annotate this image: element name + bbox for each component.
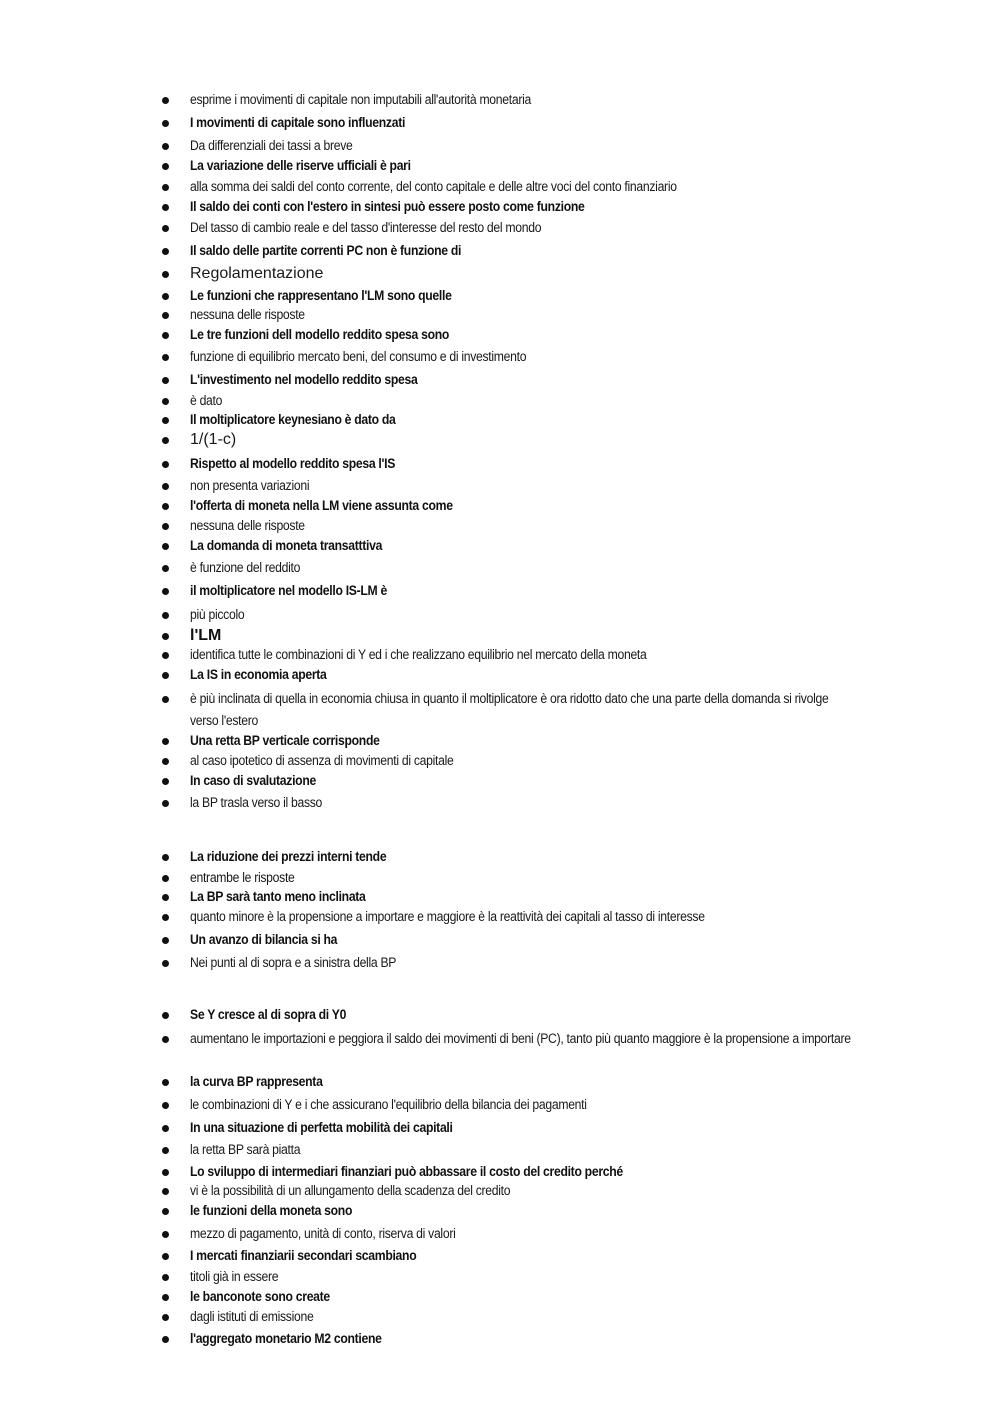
list-item xyxy=(0,626,1000,646)
question-text: I movimenti di capitale sono influenzati xyxy=(190,115,406,131)
question-text: Lo sviluppo di intermediari finanziari può abbassare il costo del credito perché xyxy=(190,1164,623,1180)
bullet-icon xyxy=(162,184,169,191)
question-text: I mercati finanziarii secondari scambiano xyxy=(190,1248,417,1264)
answer-text: non presenta variazioni xyxy=(190,478,310,494)
bullet-icon xyxy=(162,738,169,745)
list-item xyxy=(0,930,1000,950)
list-item xyxy=(0,1287,1000,1307)
list-item xyxy=(0,1224,1000,1244)
question-text: La BP sarà tanto meno inclinata xyxy=(190,889,366,905)
bullet-icon xyxy=(162,914,169,921)
bullet-icon xyxy=(162,633,169,640)
bullet-icon xyxy=(162,1231,169,1238)
bullet-icon xyxy=(162,612,169,619)
answer-text: vi è la possibilità di un allungamento della scadenza del credito xyxy=(190,1183,511,1199)
bullet-icon xyxy=(162,1169,169,1176)
list-item xyxy=(0,605,1000,625)
answer-text: la retta BP sarà piatta xyxy=(190,1142,301,1158)
bullet-icon xyxy=(162,332,169,339)
bullet-icon xyxy=(162,377,169,384)
question-text: Le tre funzioni dell modello reddito spesa sono xyxy=(190,327,450,343)
list-item xyxy=(0,1118,1000,1138)
answer-text: esprime i movimenti di capitale non imputabili all'autorità monetaria xyxy=(190,92,532,108)
bullet-icon xyxy=(162,854,169,861)
answer-text: mezzo di pagamento, unità di conto, riserva di valori xyxy=(190,1226,456,1242)
bullet-icon xyxy=(162,354,169,361)
list-item xyxy=(0,793,1000,813)
bullet-icon xyxy=(162,1294,169,1301)
bullet-icon xyxy=(162,1147,169,1154)
list-item xyxy=(0,370,1000,390)
list-item xyxy=(0,1267,1000,1287)
answer-text: aumentano le importazioni e peggiora il saldo dei movimenti di beni (PC), tanto più quanto maggiore è la propensione a importare xyxy=(190,1031,851,1047)
answer-text: Nei punti al di sopra e a sinistra della BP xyxy=(190,955,397,971)
bullet-icon xyxy=(162,1314,169,1321)
question-text: La variazione delle riserve ufficiali è pari xyxy=(190,158,411,174)
bullet-icon xyxy=(162,1125,169,1132)
answer-text: identifica tutte le combinazioni di Y ed i che realizzano equilibrio nel mercato della moneta xyxy=(190,647,647,663)
bullet-icon xyxy=(162,1336,169,1343)
answer-text: è funzione del reddito xyxy=(190,560,301,576)
question-text: il moltiplicatore nel modello IS-LM è xyxy=(190,583,387,599)
question-text: La domanda di moneta transatttiva xyxy=(190,538,383,554)
bullet-icon xyxy=(162,271,169,278)
list-item xyxy=(0,218,1000,238)
list-item xyxy=(0,1307,1000,1327)
question-text: la curva BP rappresenta xyxy=(190,1074,323,1090)
question-text: Il saldo delle partite correnti PC non è funzione di xyxy=(190,243,462,259)
bullet-icon xyxy=(162,1274,169,1281)
answer-text: più piccolo xyxy=(190,607,245,623)
list-item xyxy=(0,264,1000,284)
list-item xyxy=(0,907,1000,927)
question-text: l'aggregato monetario M2 contiene xyxy=(190,1331,382,1347)
bullet-icon xyxy=(162,503,169,510)
answer-text: le combinazioni di Y e i che assicurano l'equilibrio della bilancia dei pagamenti xyxy=(190,1097,587,1113)
answer-text: entrambe le risposte xyxy=(190,870,295,886)
question-text: Il moltiplicatore keynesiano è dato da xyxy=(190,412,396,428)
question-text: In una situazione di perfetta mobilità dei capitali xyxy=(190,1120,453,1136)
list-item xyxy=(0,177,1000,197)
bullet-icon xyxy=(162,293,169,300)
list-item xyxy=(0,430,1000,450)
bullet-icon xyxy=(162,875,169,882)
list-item xyxy=(0,581,1000,601)
bullet-icon xyxy=(162,652,169,659)
list-item xyxy=(0,868,1000,888)
list-item xyxy=(0,1201,1000,1221)
question-text: Le funzioni che rappresentano l'LM sono quelle xyxy=(190,288,452,304)
question-text: In caso di svalutazione xyxy=(190,773,316,789)
bullet-icon xyxy=(162,417,169,424)
bullet-icon xyxy=(162,97,169,104)
question-text: Una retta BP verticale corrisponde xyxy=(190,733,380,749)
list-item xyxy=(0,241,1000,261)
question-text: Un avanzo di bilancia si ha xyxy=(190,932,338,948)
list-item xyxy=(0,113,1000,133)
question-text: l'offerta di moneta nella LM viene assunta come xyxy=(190,498,453,514)
list-item xyxy=(0,847,1000,867)
list-item xyxy=(0,496,1000,516)
answer-text: 1/(1-c) xyxy=(190,431,237,448)
question-text: le funzioni della moneta sono xyxy=(190,1203,353,1219)
list-item xyxy=(0,1028,1000,1072)
answer-text: è dato xyxy=(190,393,223,409)
list-item xyxy=(0,286,1000,306)
answer-text: alla somma dei saldi del conto corrente, del conto capitale e delle altre voci del conto finanziario xyxy=(190,179,677,195)
list-item xyxy=(0,1162,1000,1182)
list-item xyxy=(0,558,1000,578)
bullet-icon xyxy=(162,565,169,572)
answer-text: al caso ipotetico di assenza di movimenti di capitale xyxy=(190,753,454,769)
list-item xyxy=(0,887,1000,907)
bullet-icon xyxy=(162,1036,169,1043)
bullet-icon xyxy=(162,1102,169,1109)
list-item xyxy=(0,731,1000,751)
bullet-icon xyxy=(162,894,169,901)
list-item xyxy=(0,645,1000,665)
bullet-icon xyxy=(162,543,169,550)
answer-text: nessuna delle risposte xyxy=(190,518,305,534)
bullet-icon xyxy=(162,1253,169,1260)
list-item xyxy=(0,305,1000,325)
bullet-icon xyxy=(162,758,169,765)
list-item xyxy=(0,136,1000,156)
bullet-icon xyxy=(162,225,169,232)
list-item xyxy=(0,454,1000,474)
answer-text: dagli istituti di emissione xyxy=(190,1309,314,1325)
list-item xyxy=(0,771,1000,791)
bullet-icon xyxy=(162,960,169,967)
list-item xyxy=(0,1329,1000,1349)
question-text: Se Y cresce al di sopra di Y0 xyxy=(190,1007,347,1023)
question-text: Il saldo dei conti con l'estero in sintesi può essere posto come funzione xyxy=(190,199,585,215)
list-item xyxy=(0,536,1000,556)
list-item xyxy=(0,90,1000,110)
bullet-icon xyxy=(162,483,169,490)
list-item xyxy=(0,751,1000,771)
bullet-icon xyxy=(162,204,169,211)
bullet-icon xyxy=(162,1188,169,1195)
question-text: L'investimento nel modello reddito spesa xyxy=(190,372,418,388)
answer-text: funzione di equilibrio mercato beni, del consumo e di investimento xyxy=(190,349,527,365)
answer-text: titoli già in essere xyxy=(190,1269,279,1285)
answer-text: quanto minore è la propensione a importare e maggiore è la reattività dei capitali al tasso di interesse xyxy=(190,909,705,925)
bullet-icon xyxy=(162,1012,169,1019)
bullet-icon xyxy=(162,937,169,944)
list-item xyxy=(0,516,1000,536)
list-item xyxy=(0,410,1000,430)
question-text: La riduzione dei prezzi interni tende xyxy=(190,849,387,865)
list-item xyxy=(0,1246,1000,1266)
list-item xyxy=(0,347,1000,367)
list-item xyxy=(0,1140,1000,1160)
list-item xyxy=(0,1095,1000,1115)
question-text: le banconote sono create xyxy=(190,1289,330,1305)
answer-text: Del tasso di cambio reale e del tasso d'interesse del resto del mondo xyxy=(190,220,542,236)
answer-text: è più inclinata di quella in economia chiusa in quanto il moltiplicatore è ora ridotto dato che una parte della domanda si rivolge verso l'estero xyxy=(190,691,829,729)
list-item xyxy=(0,1005,1000,1025)
answer-text: nessuna delle risposte xyxy=(190,307,305,323)
bullet-icon xyxy=(162,696,169,703)
bullet-icon xyxy=(162,1208,169,1215)
list-item xyxy=(0,476,1000,496)
bullet-icon xyxy=(162,143,169,150)
bullet-icon xyxy=(162,778,169,785)
bullet-icon xyxy=(162,120,169,127)
bullet-icon xyxy=(162,800,169,807)
question-text: Rispetto al modello reddito spesa l'IS xyxy=(190,456,396,472)
list-item xyxy=(0,391,1000,411)
list-item xyxy=(0,197,1000,217)
list-item xyxy=(0,1181,1000,1201)
list-item xyxy=(0,688,1000,732)
answer-text: Da differenziali dei tassi a breve xyxy=(190,138,353,154)
list-item xyxy=(0,325,1000,345)
question-text: l'LM xyxy=(190,627,222,644)
answer-text: la BP trasla verso il basso xyxy=(190,795,323,811)
list-item xyxy=(0,665,1000,685)
bullet-icon xyxy=(162,163,169,170)
list-item xyxy=(0,953,1000,973)
bullet-icon xyxy=(162,437,169,444)
list-item xyxy=(0,1072,1000,1092)
bullet-icon xyxy=(162,1079,169,1086)
question-text: La IS in economia aperta xyxy=(190,667,327,683)
list-item xyxy=(0,156,1000,176)
bullet-icon xyxy=(162,588,169,595)
bullet-icon xyxy=(162,398,169,405)
answer-text: Regolamentazione xyxy=(190,265,324,282)
bullet-icon xyxy=(162,248,169,255)
bullet-icon xyxy=(162,672,169,679)
bullet-icon xyxy=(162,312,169,319)
bullet-icon xyxy=(162,461,169,468)
bullet-icon xyxy=(162,523,169,530)
